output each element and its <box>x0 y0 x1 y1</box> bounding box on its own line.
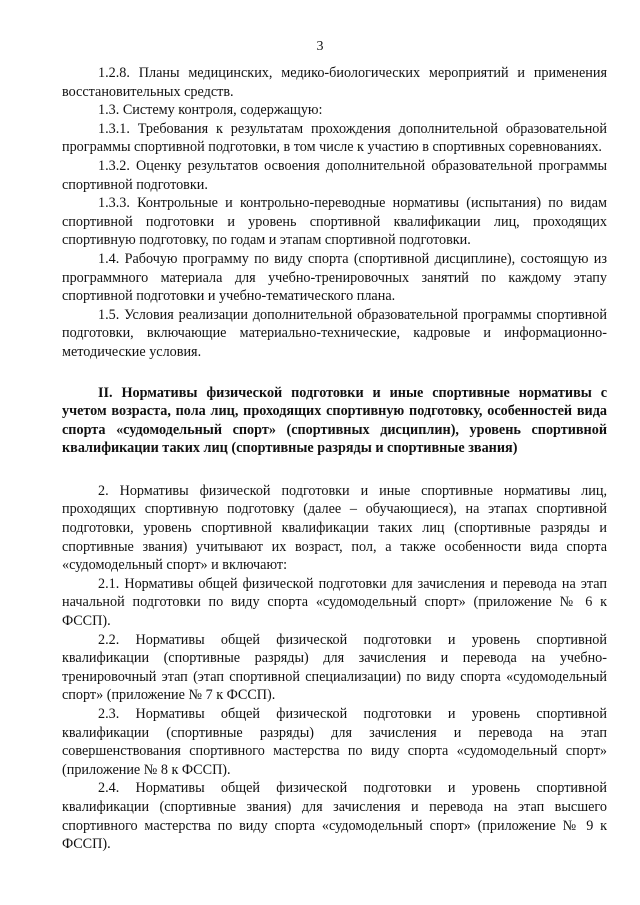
paragraph-1-3-2: 1.3.2. Оценку результатов освоения дополнительной образовательной программы спортивной подготовки. <box>62 157 607 193</box>
document-body <box>62 64 607 854</box>
paragraph-1-5: 1.5. Условия реализации дополнительной образовательной программы спортивной подготовки, включающие материально-технические, кадровые и информационно-методические условия. <box>62 306 607 360</box>
paragraph-2-2: 2.2. Нормативы общей физической подготовки и уровень спортивной квалификации (спортивные разряды) для зачисления и перевода на учебно-тренировочный этап (этап спортивной специализации) по виду спорта «судомодельный спорт» (приложение № 7 к ФССП). <box>62 631 607 704</box>
paragraph-1-3-3: 1.3.3. Контрольные и контрольно-переводные нормативы (испытания) по видам спортивной подготовки и уровень спортивной квалификации лиц, проходящих спортивную подготовку, по годам и этапам спортивной подготовки. <box>62 195 607 249</box>
section-heading: II. Нормативы физической подготовки и иные спортивные нормативы с учетом возраста, пола лиц, проходящих спортивную подготовку, особенностей вида спорта «судомодельный спорт» (спортивных дисциплин), уровень спортивной квалификации таких лиц (спортивные разряды и спортивные звания) <box>62 384 607 457</box>
paragraph-2-4: 2.4. Нормативы общей физической подготовки и уровень спортивной квалификации (спортивные звания) для зачисления и перевода на этап высшего спортивного мастерства по виду спорта «судомодельный спорт» (приложение № 9 к ФССП). <box>62 780 607 853</box>
page-number: 3 <box>316 39 324 54</box>
paragraph-2: 2. Нормативы физической подготовки и иные спортивные нормативы лиц, проходящих спортивную подготовку (далее – обучающиеся), на этапах спортивной подготовки, уровень спортивной квалификации таких лиц (спортивные разряды и спортивные звания) учитывают их возраст, пол, а также особенности вида спорта «судомодельный спорт» и включают: <box>62 482 607 574</box>
paragraph-1-2-8: 1.2.8. Планы медицинских, медико-биологических мероприятий и применения восстановительных средств. <box>62 65 607 100</box>
paragraph-1-4: 1.4. Рабочую программу по виду спорта (спортивной дисциплине), состоящую из программного материала для учебно-тренировочных занятий по каждому этапу спортивной подготовки и учебно-тематического плана. <box>62 250 607 305</box>
paragraph-1-3: 1.3. Систему контроля, содержащую: <box>98 102 323 119</box>
paragraph-1-3-1: 1.3.1. Требования к результатам прохождения дополнительной образовательной программы спортивной подготовки, в том числе к участию в спортивных соревнованиях. <box>62 120 607 156</box>
paragraph-2-3: 2.3. Нормативы общей физической подготовки и уровень спортивной квалификации (спортивные разряды) для зачисления и перевода на этап совершенствования спортивного мастерства по виду спорта «судомодельный спорт» (приложение № 8 к ФССП). <box>62 706 607 778</box>
paragraph-2-1: 2.1. Нормативы общей физической подготовки для зачисления и перевода на этап начальной подготовки по виду спорта «судомодельный спорт» (приложение № 6 к ФССП). <box>62 575 607 630</box>
